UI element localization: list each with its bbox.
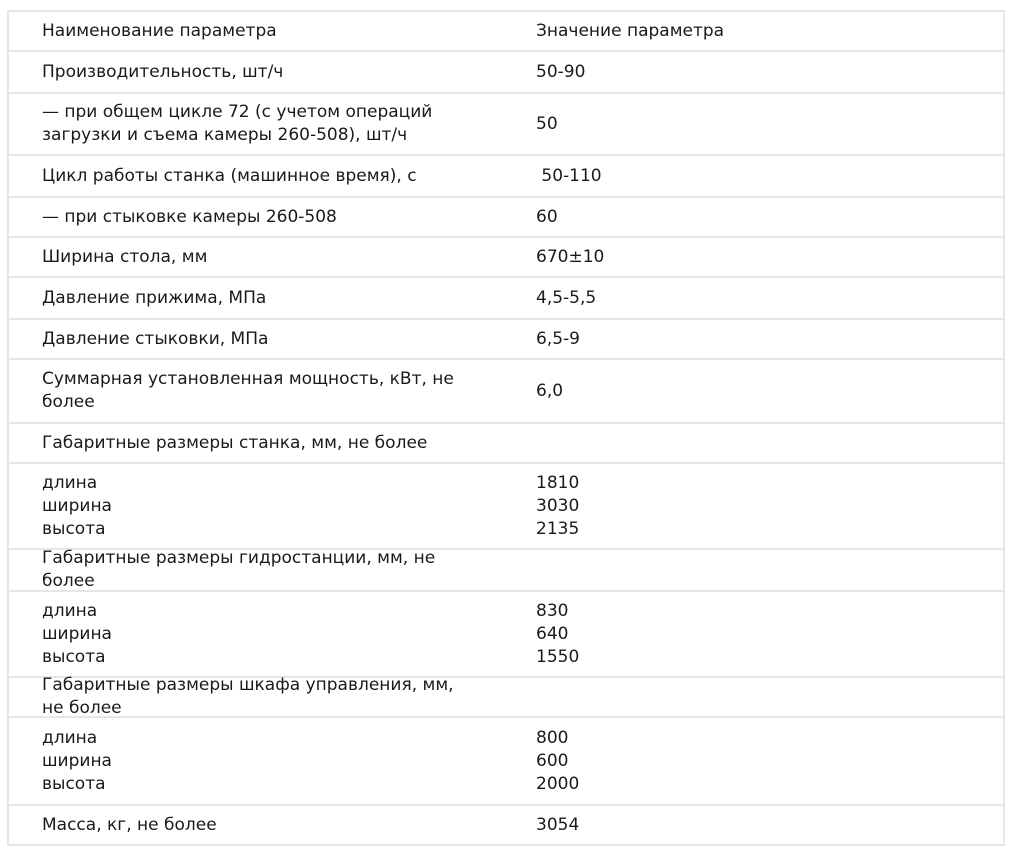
header-name: Наименование параметра — [42, 20, 277, 41]
param-name: Габаритные размеры шкафа управления, мм, не более — [42, 675, 454, 718]
table-row — [9, 156, 1003, 198]
param-name: Суммарная установленная мощность, кВт, не более — [42, 369, 454, 412]
param-value: 50-90 — [536, 61, 586, 82]
param-value: 50-110 — [536, 165, 602, 186]
param-value: 6,0 — [536, 380, 564, 401]
table-row — [9, 320, 1003, 360]
param-name: Давление прижима, МПа — [42, 287, 267, 308]
param-name: Габаритные размеры станка, мм, не более — [42, 432, 428, 453]
table-row — [9, 360, 1003, 424]
table-header-row — [9, 12, 1003, 52]
table-row — [9, 806, 1003, 846]
param-value: 670±10 — [536, 246, 605, 267]
table-row — [9, 424, 1003, 464]
param-value: 60 — [536, 206, 558, 227]
param-name: Цикл работы станка (машинное время), с — [42, 165, 417, 186]
param-name: Ширина стола, мм — [42, 246, 208, 267]
table-row — [9, 278, 1003, 320]
param-value: 830 640 1550 — [536, 600, 580, 667]
param-value: 3054 — [536, 814, 580, 835]
table-row — [9, 52, 1003, 94]
table-row — [9, 718, 1003, 806]
param-name: Габаритные размеры гидростанции, мм, не более — [42, 548, 436, 591]
param-name: Масса, кг, не более — [42, 814, 217, 835]
param-value: 4,5-5,5 — [536, 287, 597, 308]
table-row — [9, 238, 1003, 278]
table-row — [9, 464, 1003, 550]
table-row — [9, 592, 1003, 678]
param-name: Давление стыковки, МПа — [42, 328, 269, 349]
table-row — [9, 198, 1003, 238]
param-value: 50 — [536, 113, 558, 134]
header-value: Значение параметра — [536, 20, 725, 41]
param-value: 6,5-9 — [536, 328, 580, 349]
param-name: — при общем цикле 72 (с учетом операций загрузки и съема камеры 260-508), шт/ч — [42, 102, 433, 145]
param-value: 800 600 2000 — [536, 727, 580, 794]
table-row — [9, 94, 1003, 156]
param-name: длина ширина высота — [42, 600, 112, 667]
param-name: длина ширина высота — [42, 727, 112, 794]
table-row — [9, 550, 1003, 592]
param-name: длина ширина высота — [42, 472, 112, 539]
param-name: Производительность, шт/ч — [42, 61, 284, 82]
param-name: — при стыковке камеры 260-508 — [42, 206, 337, 227]
table-row — [9, 675, 1003, 718]
param-value: 1810 3030 2135 — [536, 472, 580, 539]
parameters-table — [7, 10, 1005, 846]
